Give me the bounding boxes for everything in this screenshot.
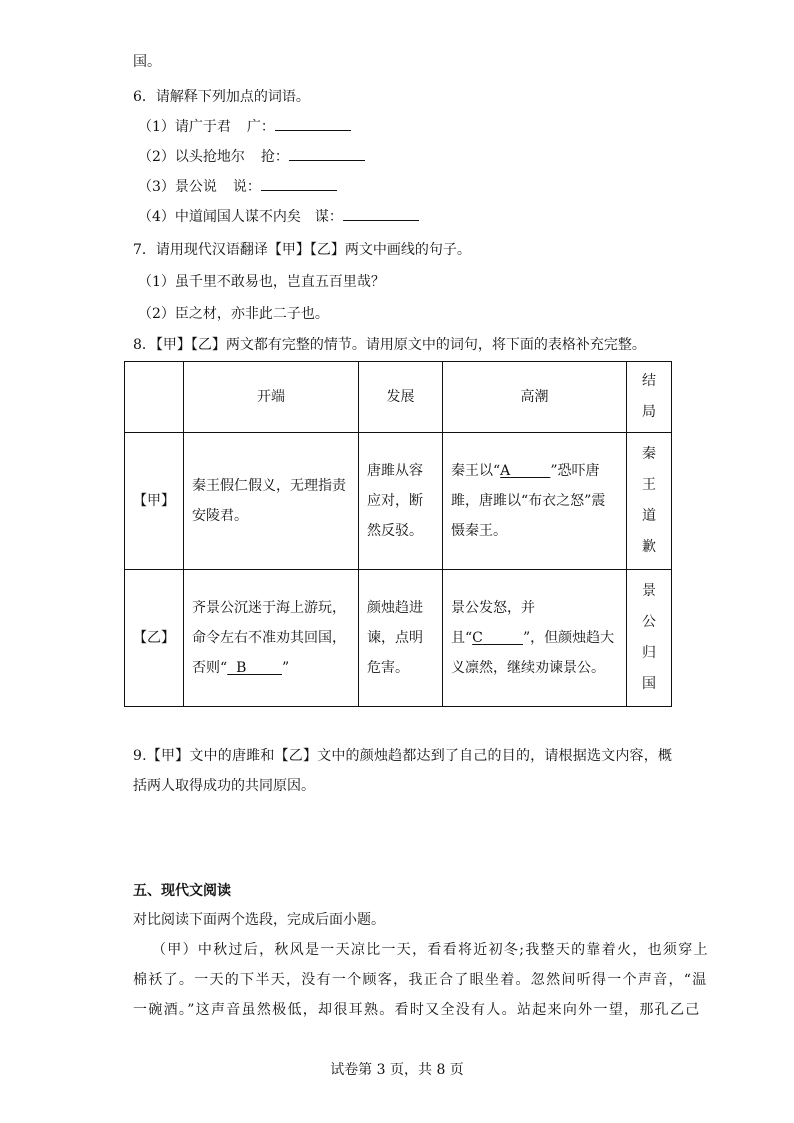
q6-item-3 — [138, 176, 337, 197]
passage-line-1: （甲）中秋过后，秋风是一天凉比一天，看看将近初冬;我整天的靠着火，也须穿上 — [152, 942, 709, 958]
cell-climax — [443, 570, 627, 707]
blank-a[interactable] — [500, 463, 550, 479]
row-label: 【甲】 — [125, 433, 184, 570]
table-header-start: 开端 — [184, 362, 359, 433]
q6-item-2 — [138, 146, 365, 167]
table-header-empty — [125, 362, 184, 433]
q6-item-key: 广： — [246, 119, 275, 135]
q6-item-num: （2） — [138, 149, 175, 165]
q6-item-pre: 景公 — [174, 179, 203, 195]
table-header-climax: 高潮 — [443, 362, 627, 433]
q6-item-1 — [138, 116, 351, 137]
cell-start — [184, 570, 359, 707]
table-header-ending-text: 结局 — [642, 373, 656, 420]
cell-develop: 颜烛趋进谏，点明危害。 — [359, 570, 443, 707]
top-fragment: 国。 — [133, 54, 161, 70]
climax-text-post: ”恐吓唐雎，唐雎以“布衣之怒”震慑秦王。 — [451, 463, 606, 539]
q7-prompt: 7．请用现代汉语翻译【甲】【乙】两文中画线的句子。 — [133, 242, 471, 258]
climax-text-pre: 秦王以“ — [451, 463, 501, 479]
passage-line-2: 棉袄了。一天的下半天，没有一个顾客，我正合了眼坐着。忽然间听得一个声音，“温 — [133, 972, 708, 988]
climax-text-pre: 景公发怒，并且“ — [451, 600, 535, 646]
q6-prompt: 6．请解释下列加点的词语。 — [133, 89, 310, 105]
q6-item-num: （4） — [138, 209, 175, 225]
cell-ending-text: 景公归国 — [642, 583, 656, 692]
section-title: 五、现代文阅读 — [133, 883, 231, 899]
cell-develop: 唐雎从容应对，断然反驳。 — [359, 433, 443, 570]
blank-c[interactable] — [472, 630, 523, 646]
dotted-word: 抢 — [202, 149, 217, 165]
answer-blank[interactable] — [275, 116, 351, 131]
blank-c-label: C — [472, 630, 483, 646]
answer-blank[interactable] — [289, 146, 365, 161]
answer-blank[interactable] — [261, 176, 337, 191]
q6-item-post: 地尔 — [216, 149, 245, 165]
blank-b-label: B — [236, 660, 247, 676]
table-header-develop: 发展 — [359, 362, 443, 433]
q8-prompt: 8．【甲】【乙】两文都有完整的情节。请用原文中的词句，将下面的表格补充完整。 — [133, 337, 646, 353]
blank-a-label: A — [500, 463, 511, 479]
row-label: 【乙】 — [125, 570, 184, 707]
dotted-word: 说 — [202, 179, 217, 195]
q9-line-2: 括两人取得成功的共同原因。 — [133, 778, 315, 794]
dotted-word: 谋 — [244, 209, 259, 225]
q6-item-pre: 中道闻国人 — [174, 209, 245, 225]
q7-item-1: （1）虽千里不敢易也，岂直五百里哉？ — [138, 274, 385, 290]
climax-text-post: ”，但颜烛趋大义凛然，继续劝谏景公。 — [451, 630, 615, 676]
q6-item-post: 不内矣 — [258, 209, 301, 225]
section-intro: 对比阅读下面两个选段，完成后面小题。 — [133, 912, 385, 928]
cell-ending — [627, 570, 672, 707]
q6-item-key: 抢： — [260, 149, 289, 165]
plot-table — [124, 361, 672, 707]
table-row — [125, 570, 672, 707]
page-footer: 试卷第 3 页，共 8 页 — [330, 1062, 464, 1078]
q6-item-4 — [138, 206, 419, 227]
passage-line-3: 一碗酒。”这声音虽然极低，却很耳熟。看时又全没有人。站起来向外一望，那孔乙己 — [133, 1002, 701, 1018]
table-row — [125, 433, 672, 570]
dotted-word: 广 — [188, 119, 203, 135]
q6-item-key: 说： — [232, 179, 261, 195]
cell-climax — [443, 433, 627, 570]
cell-ending — [627, 433, 672, 570]
table-header-ending — [627, 362, 672, 433]
q6-item-key: 谋： — [314, 209, 343, 225]
q6-item-pre: 以头 — [174, 149, 203, 165]
q6-item-post: 于君 — [202, 119, 231, 135]
q7-item-2: （2）臣之材，亦非此二子也。 — [138, 306, 329, 322]
start-text-post: ” — [281, 660, 290, 676]
cell-start: 秦王假仁假义，无理指责安陵君。 — [184, 433, 359, 570]
answer-blank[interactable] — [343, 206, 419, 221]
q6-item-pre: 请 — [174, 119, 189, 135]
q9-line-1: 9.【甲】文中的唐雎和【乙】文中的颜烛趋都达到了自己的目的，请根据选文内容，概 — [133, 748, 673, 764]
start-text-pre: 齐景公沉迷于海上游玩，命令左右不准劝其回国，否则“ — [192, 600, 346, 676]
blank-b[interactable] — [227, 660, 282, 676]
q6-item-num: （1） — [138, 119, 175, 135]
cell-ending-text: 秦王道歉 — [642, 446, 656, 555]
q6-item-num: （3） — [138, 179, 175, 195]
